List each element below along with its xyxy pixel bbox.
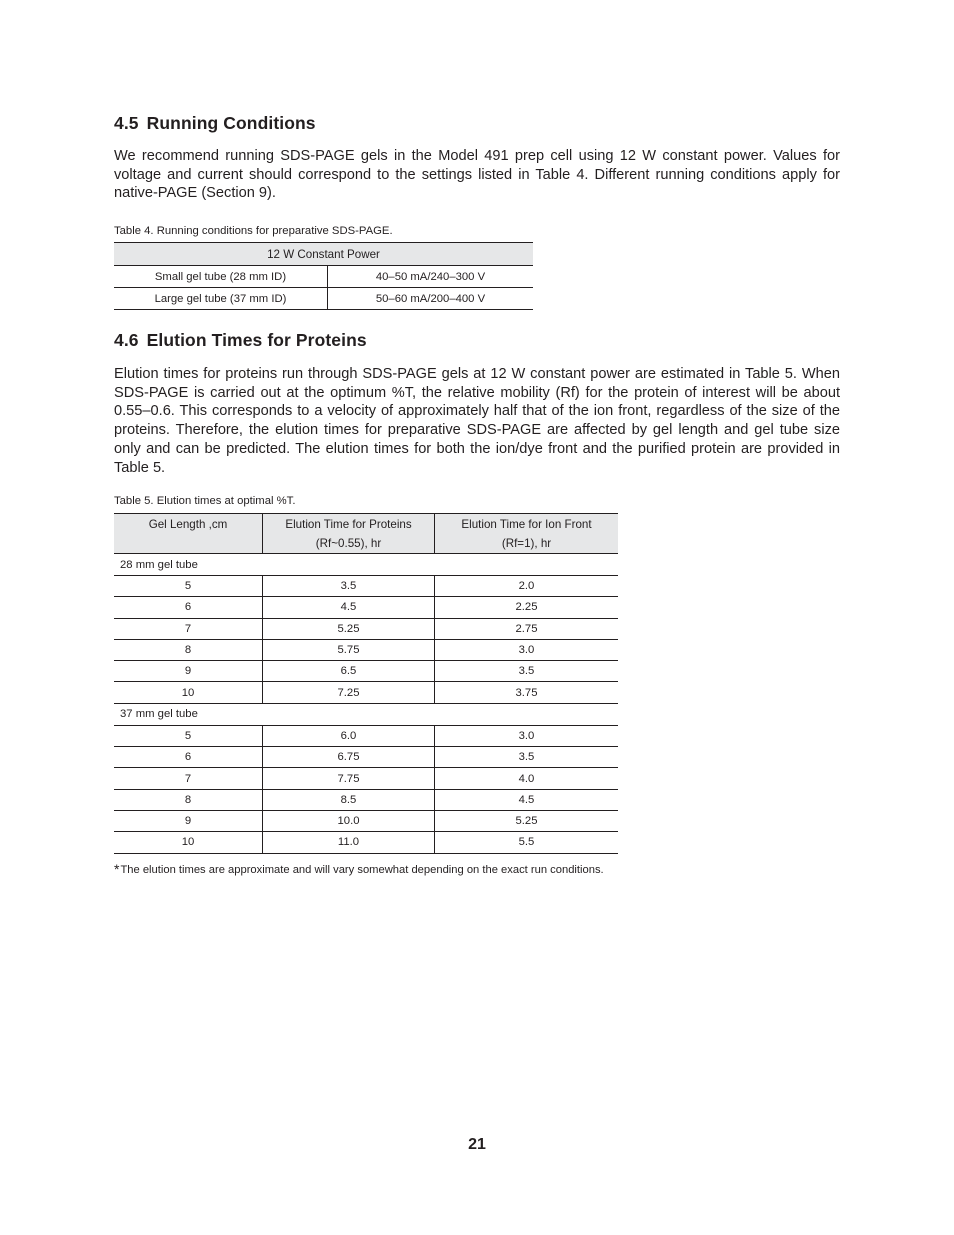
- table-cell: 11.0: [263, 832, 435, 853]
- table-cell: 10.0: [263, 810, 435, 831]
- section-title: Running Conditions: [146, 113, 316, 133]
- table-group-row: [114, 554, 618, 576]
- header-text: Elution Time for Proteins: [285, 518, 412, 531]
- table-row: [114, 618, 618, 639]
- table-cell: 3.5: [435, 661, 619, 682]
- table-cell: 5.75: [263, 639, 435, 660]
- table-cell: 8: [114, 639, 263, 660]
- table-row: [114, 682, 618, 703]
- table-cell: 6: [114, 747, 263, 768]
- table-cell: 7: [114, 618, 263, 639]
- table-group-row: [114, 703, 618, 725]
- column-header-ion-front-elution: [435, 514, 619, 554]
- header-text: (Rf=1), hr: [501, 537, 552, 550]
- table-cell: 40–50 mA/240–300 V: [328, 266, 534, 288]
- column-header-gel-length: [114, 514, 263, 554]
- table-cell: Large gel tube (37 mm ID): [114, 288, 328, 310]
- page-number: 21: [468, 1136, 486, 1153]
- table-cell: 2.0: [435, 576, 619, 597]
- table-cell: 4.0: [435, 768, 619, 789]
- table-cell: 8: [114, 789, 263, 810]
- table-4-header: 12 W Constant Power: [114, 243, 533, 266]
- table-cell: 5.5: [435, 832, 619, 853]
- table-row: [114, 810, 618, 831]
- table-cell: 10: [114, 682, 263, 703]
- table-cell: 9: [114, 661, 263, 682]
- table-4: [114, 242, 533, 310]
- table-row: [114, 288, 533, 310]
- table-cell: 7: [114, 768, 263, 789]
- table-group-label: 37 mm gel tube: [114, 703, 618, 725]
- table-cell: 4.5: [435, 789, 619, 810]
- table-cell: 7.25: [263, 682, 435, 703]
- table-cell: 10: [114, 832, 263, 853]
- table-cell: 3.75: [435, 682, 619, 703]
- table-cell: 6.5: [263, 661, 435, 682]
- table-cell: 3.5: [263, 576, 435, 597]
- table-5-footnote: [114, 861, 604, 877]
- section-4-6-heading: [114, 330, 367, 351]
- table-cell: 8.5: [263, 789, 435, 810]
- table-cell: 5.25: [263, 618, 435, 639]
- header-text: Gel Length ,cm: [148, 518, 228, 531]
- table-cell: 3.0: [435, 725, 619, 746]
- header-text: Elution Time for Ion Front: [461, 518, 592, 531]
- column-header-protein-elution: [263, 514, 435, 554]
- table-cell: 6: [114, 597, 263, 618]
- section-4-5-heading: [114, 113, 316, 134]
- footnote-text: The elution times are approximate and will vary somewhat depending on the exact run conditions.: [120, 864, 604, 876]
- table-cell: 5.25: [435, 810, 619, 831]
- table-cell: 50–60 mA/200–400 V: [328, 288, 534, 310]
- table-5-body: [114, 554, 618, 854]
- table-row: [114, 661, 618, 682]
- table-row: [114, 832, 618, 853]
- section-4-5-paragraph: We recommend running SDS-PAGE gels in the Model 491 prep cell using 12 W constant power. Values for voltage and current should correspond to the settings listed in Table 4. Different running conditions apply for native-PAGE (Section 9).: [114, 148, 840, 202]
- table-row: [114, 597, 618, 618]
- header-text: (Rf~0.55), hr: [315, 537, 382, 550]
- section-number: 4.6: [114, 330, 139, 350]
- table-5-caption: Table 5. Elution times at optimal %T.: [114, 495, 296, 507]
- table-cell: 3.0: [435, 639, 619, 660]
- section-4-6-paragraph: Elution times for proteins run through SDS-PAGE gels at 12 W constant power are estimated in Table 5. When SDS-PAGE is carried out at the optimum %T, the relative mobility (Rf) for the protein of interest will be about 0.55–0.6. This corresponds to a velocity of approximately half that of the ion front, regardless of the size of the proteins. Therefore, the elution times for preparative SDS-PAGE are affected by gel length and gel tube size only and can be predicted. The elution times for both the ion/dye front and the purified protein are provided in Table 5.: [114, 366, 840, 476]
- table-cell: 2.75: [435, 618, 619, 639]
- table-group-label: 28 mm gel tube: [114, 554, 618, 576]
- table-cell: 6.0: [263, 725, 435, 746]
- table-row: [114, 725, 618, 746]
- table-row: [114, 747, 618, 768]
- table-row: [114, 768, 618, 789]
- section-number: 4.5: [114, 113, 139, 133]
- table-row: [114, 266, 533, 288]
- table-row: [114, 789, 618, 810]
- table-cell: 4.5: [263, 597, 435, 618]
- footnote-mark: *: [114, 861, 120, 877]
- table-cell: 5: [114, 725, 263, 746]
- table-5: [114, 513, 618, 854]
- table-cell: 7.75: [263, 768, 435, 789]
- table-4-caption: Table 4. Running conditions for preparative SDS-PAGE.: [114, 225, 393, 237]
- table-cell: Small gel tube (28 mm ID): [114, 266, 328, 288]
- table-cell: 2.25: [435, 597, 619, 618]
- table-header-row: [114, 514, 618, 554]
- table-cell: 6.75: [263, 747, 435, 768]
- section-title: Elution Times for Proteins: [146, 330, 367, 350]
- table-cell: 5: [114, 576, 263, 597]
- table-row: [114, 576, 618, 597]
- table-row: [114, 639, 618, 660]
- table-cell: 9: [114, 810, 263, 831]
- table-cell: 3.5: [435, 747, 619, 768]
